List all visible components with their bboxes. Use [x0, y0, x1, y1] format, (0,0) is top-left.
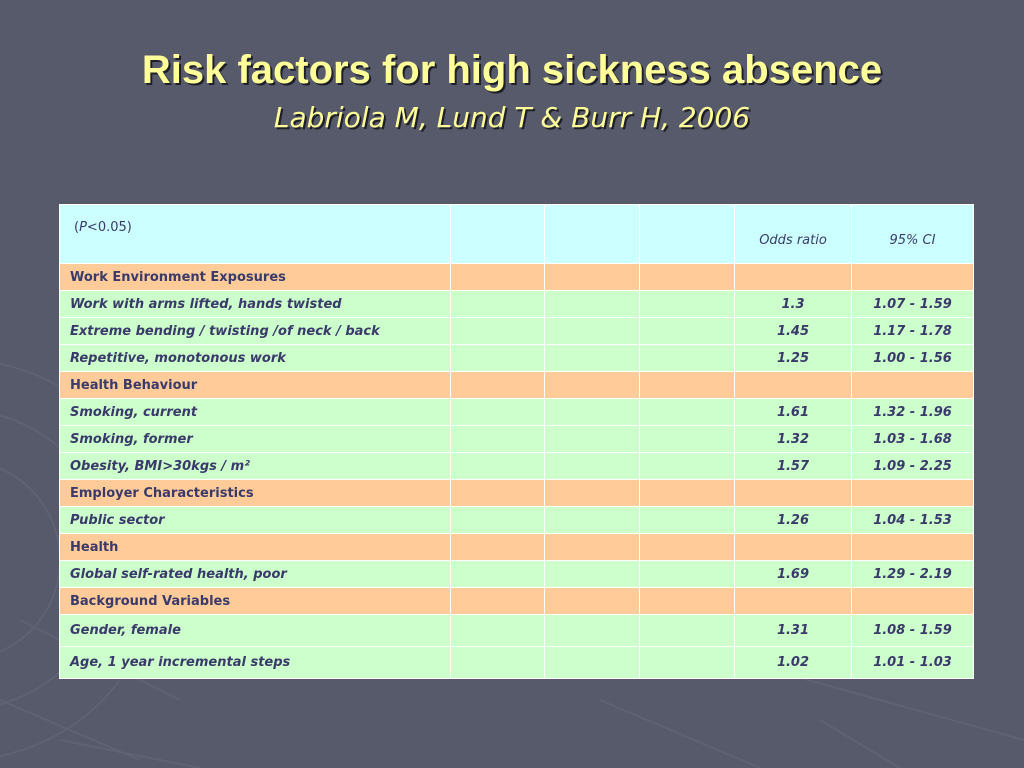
empty-cell [545, 480, 640, 507]
section-title: Work Environment Exposures [60, 264, 451, 291]
empty-cell [545, 453, 640, 480]
slide-title: Risk factors for high sickness absence [141, 48, 883, 92]
empty-cell [852, 372, 974, 399]
empty-cell [735, 480, 852, 507]
risk-factor-label: Public sector [60, 507, 451, 534]
empty-cell [852, 534, 974, 561]
table-header-row [60, 205, 974, 264]
table-row [60, 318, 974, 345]
odds-ratio-value: 1.61 [735, 399, 852, 426]
table-row [60, 615, 974, 647]
risk-factor-label: Gender, female [60, 615, 451, 647]
empty-cell [852, 264, 974, 291]
section-row [60, 264, 974, 291]
empty-cell [640, 507, 735, 534]
empty-cell [451, 372, 545, 399]
ci-value: 1.09 - 2.25 [852, 453, 974, 480]
empty-cell [451, 507, 545, 534]
odds-ratio-value: 1.02 [735, 647, 852, 679]
empty-cell [735, 588, 852, 615]
empty-cell [640, 426, 735, 453]
table-row [60, 647, 974, 679]
table-row [60, 345, 974, 372]
table-row [60, 561, 974, 588]
ci-value: 1.07 - 1.59 [852, 291, 974, 318]
odds-ratio-value: 1.45 [735, 318, 852, 345]
section-row [60, 588, 974, 615]
odds-ratio-value: 1.25 [735, 345, 852, 372]
empty-cell [640, 588, 735, 615]
odds-ratio-header: Odds ratio [735, 205, 852, 264]
empty-cell [451, 534, 545, 561]
ci-header: 95% CI [852, 205, 974, 264]
risk-factor-label: Age, 1 year incremental steps [60, 647, 451, 679]
empty-cell [735, 264, 852, 291]
empty-header-cell [451, 205, 545, 264]
empty-cell [545, 372, 640, 399]
section-title: Background Variables [60, 588, 451, 615]
empty-cell [640, 399, 735, 426]
empty-cell [640, 453, 735, 480]
table-row [60, 507, 974, 534]
table-row [60, 291, 974, 318]
empty-cell [735, 534, 852, 561]
empty-cell [451, 480, 545, 507]
empty-cell [451, 561, 545, 588]
empty-cell [545, 647, 640, 679]
empty-cell [451, 426, 545, 453]
empty-cell [545, 399, 640, 426]
empty-cell [545, 291, 640, 318]
empty-cell [640, 345, 735, 372]
empty-cell [640, 318, 735, 345]
risk-factor-label: Smoking, former [60, 426, 451, 453]
empty-cell [545, 345, 640, 372]
risk-factor-label: Global self-rated health, poor [60, 561, 451, 588]
odds-ratio-value: 1.32 [735, 426, 852, 453]
odds-ratio-value: 1.69 [735, 561, 852, 588]
empty-cell [852, 480, 974, 507]
empty-cell [545, 534, 640, 561]
empty-cell [451, 264, 545, 291]
empty-cell [545, 318, 640, 345]
empty-header-cell [545, 205, 640, 264]
empty-cell [640, 291, 735, 318]
empty-cell [640, 534, 735, 561]
empty-cell [640, 647, 735, 679]
odds-ratio-value: 1.26 [735, 507, 852, 534]
empty-cell [451, 291, 545, 318]
empty-header-cell [640, 205, 735, 264]
section-title: Health Behaviour [60, 372, 451, 399]
ci-value: 1.04 - 1.53 [852, 507, 974, 534]
ci-value: 1.01 - 1.03 [852, 647, 974, 679]
section-row [60, 372, 974, 399]
ci-value: 1.17 - 1.78 [852, 318, 974, 345]
odds-ratio-value: 1.31 [735, 615, 852, 647]
empty-cell [451, 615, 545, 647]
empty-cell [451, 453, 545, 480]
empty-cell [640, 615, 735, 647]
empty-cell [545, 588, 640, 615]
section-title: Employer Characteristics [60, 480, 451, 507]
risk-factors-table [59, 204, 974, 679]
risk-factor-label: Work with arms lifted, hands twisted [60, 291, 451, 318]
table-row [60, 426, 974, 453]
risk-factor-label: Extreme bending / twisting /of neck / back [60, 318, 451, 345]
slide-subtitle: Labriola M, Lund T & Burr H, 2006 [273, 101, 751, 134]
empty-cell [451, 588, 545, 615]
empty-cell [451, 399, 545, 426]
empty-cell [451, 647, 545, 679]
empty-cell [852, 588, 974, 615]
empty-cell [451, 345, 545, 372]
empty-cell [545, 264, 640, 291]
risk-factor-label: Repetitive, monotonous work [60, 345, 451, 372]
section-title: Health [60, 534, 451, 561]
empty-cell [640, 264, 735, 291]
section-row [60, 480, 974, 507]
ci-value: 1.08 - 1.59 [852, 615, 974, 647]
empty-cell [545, 426, 640, 453]
table-row [60, 399, 974, 426]
table-row [60, 453, 974, 480]
section-row [60, 534, 974, 561]
ci-value: 1.03 - 1.68 [852, 426, 974, 453]
empty-cell [451, 318, 545, 345]
empty-cell [735, 372, 852, 399]
empty-cell [640, 372, 735, 399]
risk-factor-label: Smoking, current [60, 399, 451, 426]
risk-factor-label: Obesity, BMI>30kgs / m² [60, 453, 451, 480]
ci-value: 1.32 - 1.96 [852, 399, 974, 426]
odds-ratio-value: 1.3 [735, 291, 852, 318]
ci-value: 1.00 - 1.56 [852, 345, 974, 372]
empty-cell [640, 561, 735, 588]
odds-ratio-value: 1.57 [735, 453, 852, 480]
significance-header: (P<0.05) [60, 205, 451, 264]
empty-cell [545, 561, 640, 588]
ci-value: 1.29 - 2.19 [852, 561, 974, 588]
empty-cell [545, 507, 640, 534]
empty-cell [640, 480, 735, 507]
empty-cell [545, 615, 640, 647]
